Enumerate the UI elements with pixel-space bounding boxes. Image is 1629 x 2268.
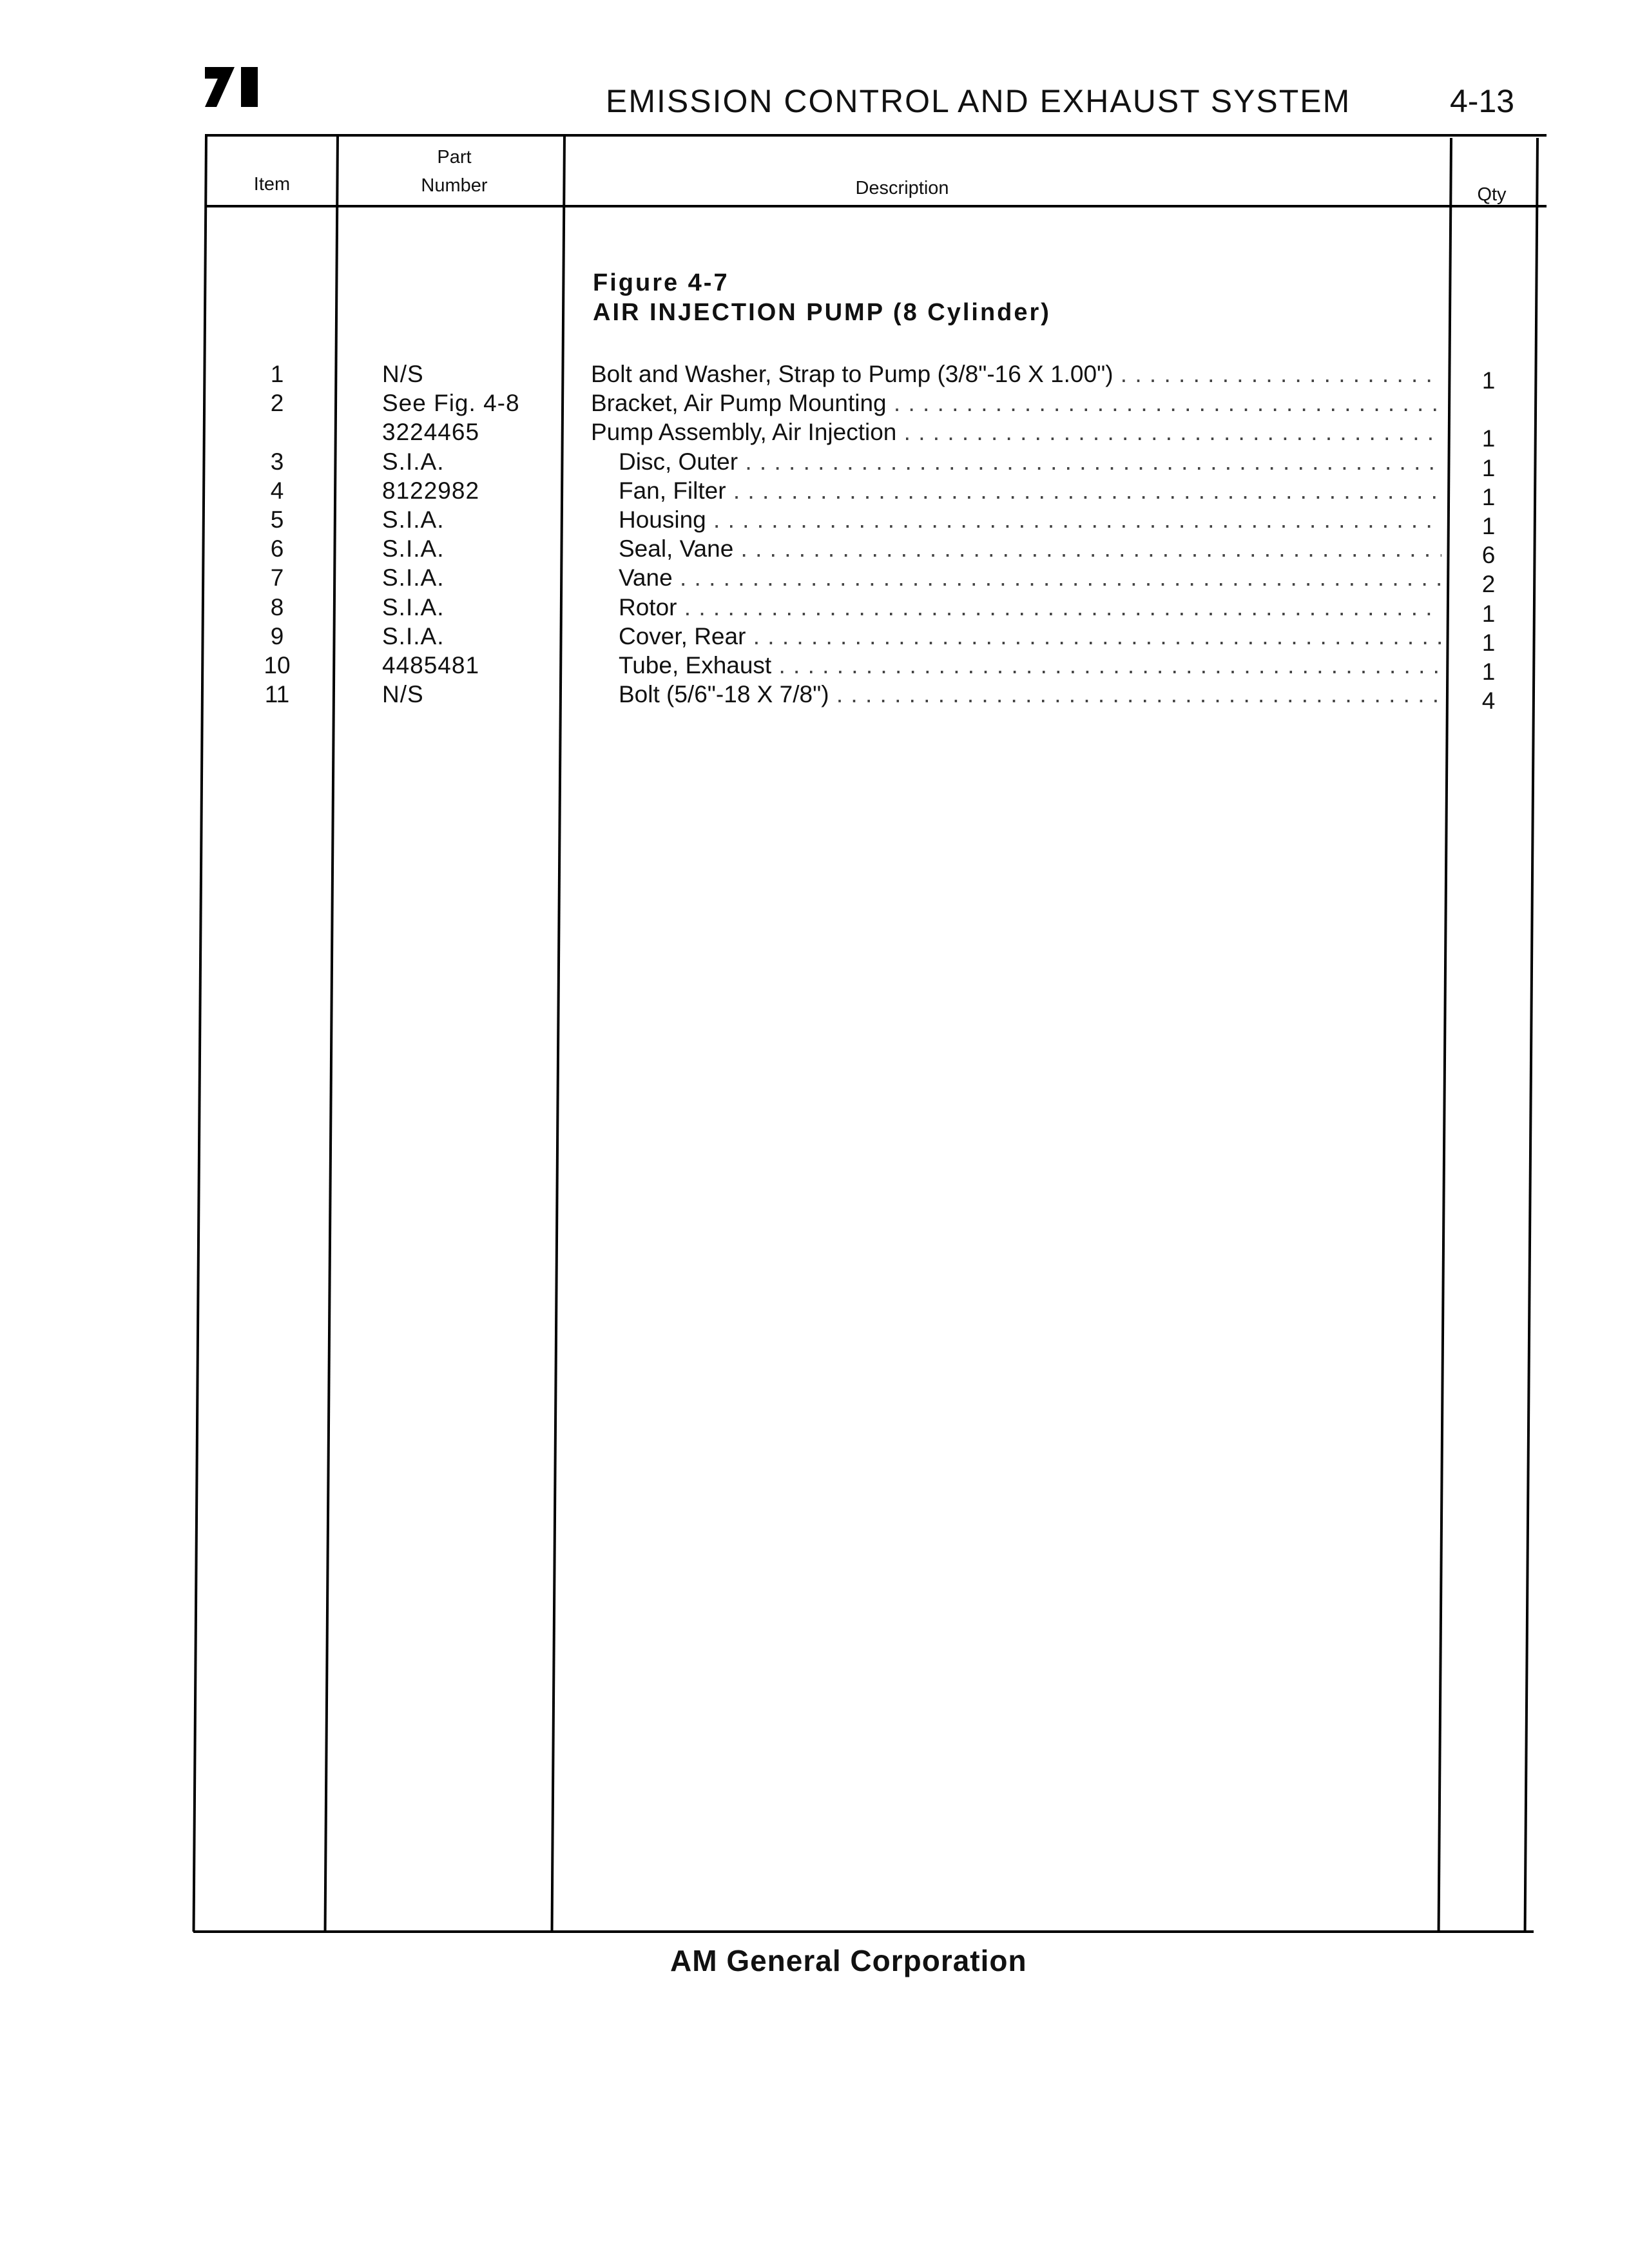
part-number: S.I.A.: [382, 564, 445, 591]
column-header-qty: Qty: [1477, 184, 1507, 205]
parts-rows: [0, 360, 1629, 715]
part-description: Housing . . .: [619, 505, 1441, 534]
part-qty: 6: [1481, 542, 1496, 569]
part-number: S.I.A.: [382, 593, 445, 620]
table-row: [0, 476, 1629, 510]
column-header-part-line1: Part: [437, 147, 472, 168]
column-header-item: Item: [253, 174, 291, 195]
table-row: [0, 360, 1629, 394]
part-qty: 2: [1481, 571, 1496, 598]
item-number: 1: [270, 361, 284, 387]
part-number: S.I.A.: [382, 448, 445, 475]
part-number: 3224465: [382, 419, 480, 446]
item-number: 9: [270, 622, 284, 649]
part-description: Rotor . . .: [619, 593, 1441, 622]
item-number: 8: [270, 593, 284, 620]
table-row: [0, 505, 1629, 539]
column-header-description: Description: [855, 178, 949, 198]
part-qty: 1: [1481, 629, 1496, 656]
part-qty: 1: [1481, 367, 1496, 394]
table-row: [0, 389, 1629, 418]
part-number: See Fig. 4-8: [382, 390, 520, 417]
part-qty: 1: [1481, 658, 1496, 685]
table-row: [0, 563, 1629, 598]
table-row: [0, 418, 1629, 452]
table-row: [0, 622, 1629, 656]
footer-company-name: AM General Corporation: [670, 1944, 1027, 1977]
item-number: 2: [270, 390, 284, 417]
column-header-part-line2: Number: [421, 175, 488, 196]
figure-title: AIR INJECTION PUMP (8 Cylinder): [593, 299, 1051, 326]
part-description: Pump Assembly, Air Injection . . .: [591, 418, 1441, 447]
part-qty: 1: [1481, 483, 1496, 510]
item-number: 10: [264, 651, 291, 678]
item-number: 6: [270, 535, 284, 562]
table-row: [0, 651, 1629, 685]
part-description: Bolt (5/6"-18 X 7/8") . . .: [619, 680, 1441, 709]
page-number: 4-13: [1450, 83, 1515, 119]
part-number: N/S: [382, 361, 424, 387]
part-description: Bracket, Air Pump Mounting . . .: [591, 389, 1441, 418]
part-number: S.I.A.: [382, 506, 445, 533]
part-number: 4485481: [382, 651, 480, 678]
part-qty: 1: [1481, 600, 1496, 627]
part-description: Seal, Vane . . .: [619, 534, 1441, 563]
table-row: [0, 534, 1629, 569]
part-qty: 1: [1481, 454, 1496, 481]
page-header-title: EMISSION CONTROL AND EXHAUST SYSTEM: [606, 83, 1351, 119]
part-qty: 1: [1481, 425, 1496, 452]
part-description: Disc, Outer . . .: [619, 447, 1441, 476]
table-row: [0, 680, 1629, 715]
part-number: S.I.A.: [382, 622, 445, 649]
part-number: S.I.A.: [382, 535, 445, 562]
part-description: Fan, Filter . . .: [619, 476, 1441, 505]
part-number: N/S: [382, 681, 424, 708]
item-number: 3: [270, 448, 284, 475]
figure-label: Figure 4-7: [593, 269, 729, 296]
part-description: Cover, Rear . . .: [619, 622, 1441, 651]
table-row: [0, 447, 1629, 481]
item-number: 4: [270, 477, 284, 504]
item-number: 5: [270, 506, 284, 533]
part-description: Bolt and Washer, Strap to Pump (3/8"-16 X 1.00") . . .: [591, 360, 1441, 389]
part-description: Tube, Exhaust . . .: [619, 651, 1441, 680]
part-description: Vane . . .: [619, 563, 1441, 592]
part-qty: 1: [1481, 512, 1496, 539]
part-number: 8122982: [382, 477, 480, 504]
part-qty: 4: [1481, 687, 1496, 715]
item-number: 11: [264, 681, 290, 708]
table-row: [0, 593, 1629, 627]
item-number: 7: [270, 564, 284, 591]
